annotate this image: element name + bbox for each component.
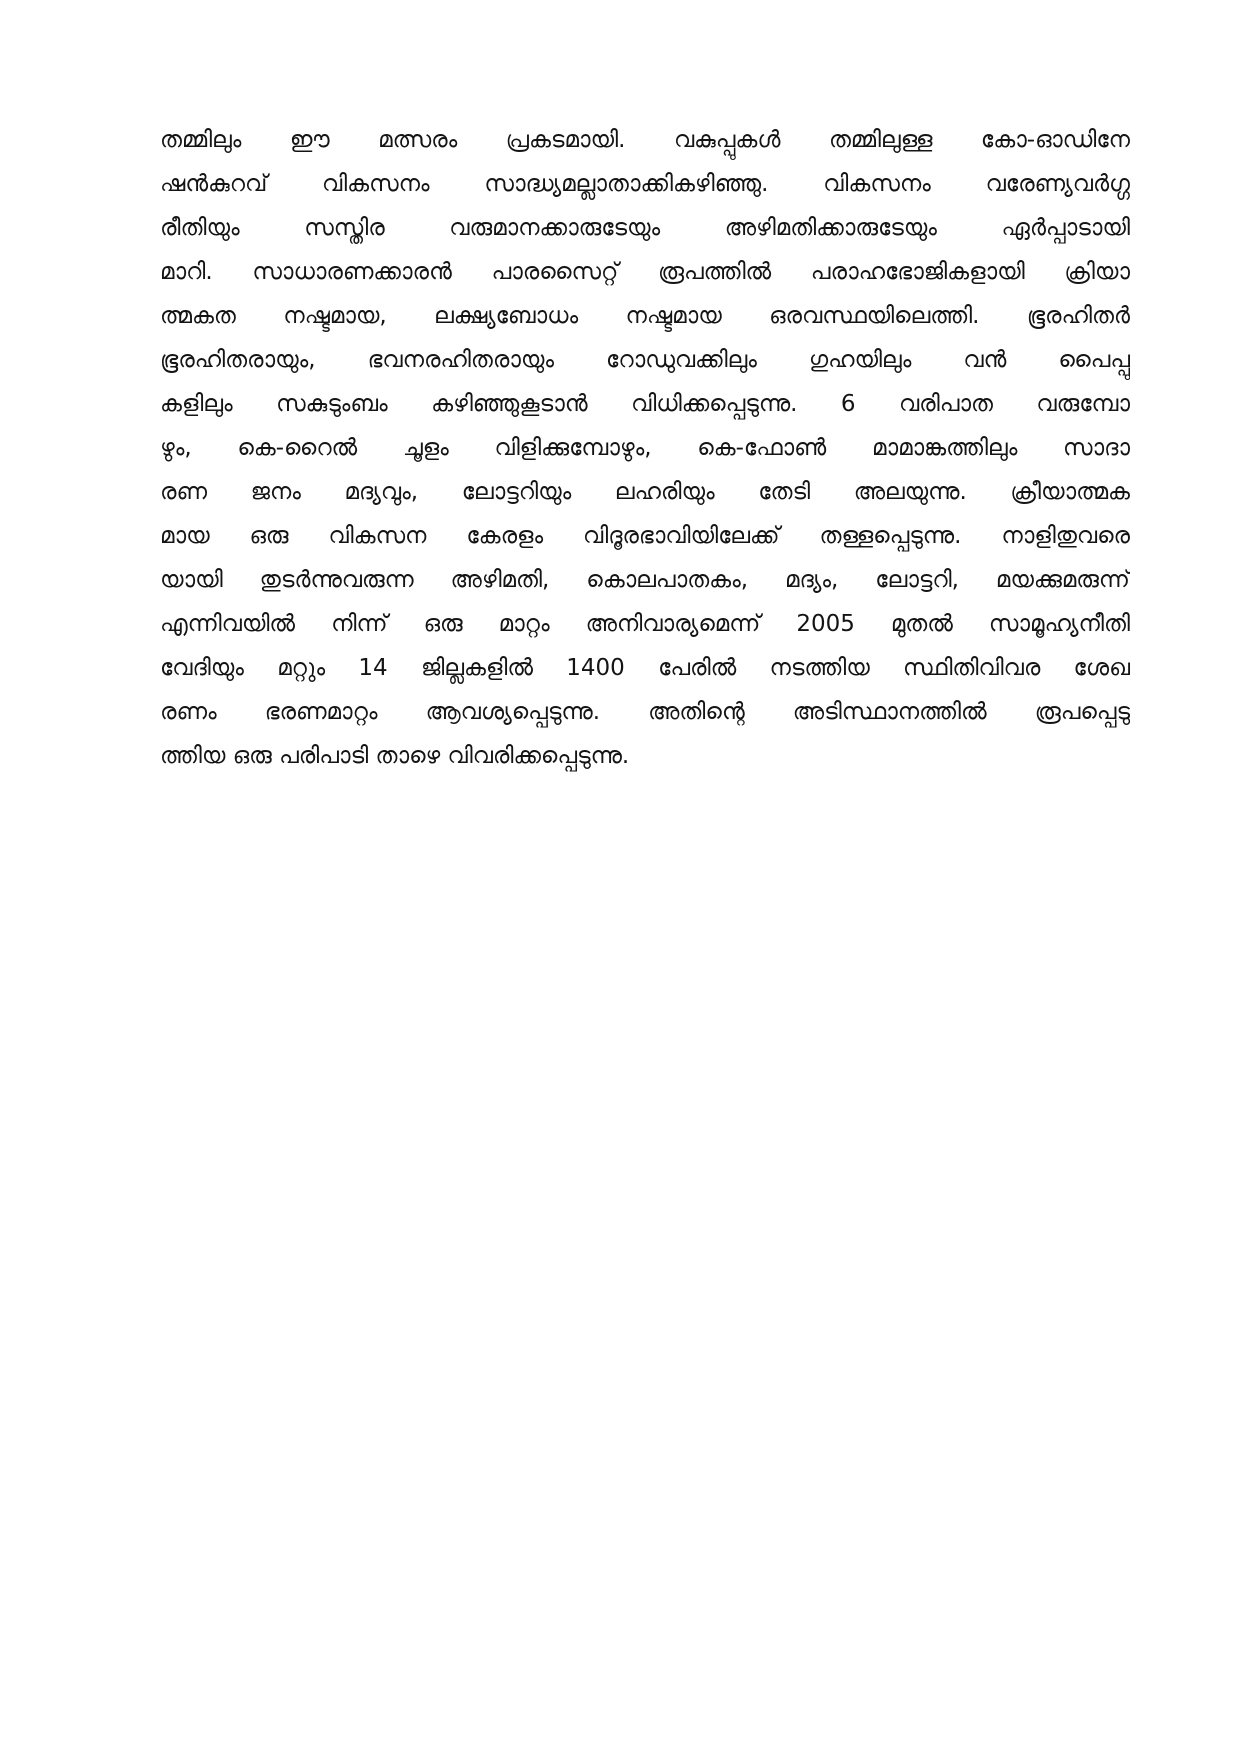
paragraph-line: രണ ജനം മദ്യവും, ലോട്ടറിയും ലഹരിയും തേടി അലയുന്നു. ക്രീയാത്മക (160, 479, 1130, 505)
paragraph-line: ത്തിയ ഒരു പരിപാടി താഴെ വിവരിക്കപ്പെടുന്നു. (160, 743, 630, 769)
body-paragraph (160, 118, 1130, 778)
paragraph-line: മായ ഒരു വികസന കേരളം വിദൂരഭാവിയിലേക്ക് തള്ളപ്പെടുന്നു. നാളിതുവരെ (160, 523, 1130, 549)
paragraph-line: ഭൂരഹിതരായും, ഭവനരഹിതരായും റോഡുവക്കിലും ഗുഹയിലും വൻ പൈപ്പു (160, 347, 1130, 373)
paragraph-line: ഴും, കെ-റൈൽ ചൂളം വിളിക്കുമ്പോഴും, കെ-ഫോൺ മാമാങ്കത്തിലും സാദാ (160, 435, 1130, 461)
paragraph-line: മാറി. സാധാരണക്കാരൻ പാരസൈറ്റ് രൂപത്തിൽ പരാഹഭോജികളായി ക്രിയാ (160, 259, 1130, 285)
paragraph-line: യായി തുടർന്നുവരുന്ന അഴിമതി, കൊലപാതകം, മദ്യം, ലോട്ടറി, മയക്കുമരുന്ന് (160, 567, 1130, 593)
paragraph-line: കളിലും സകുടുംബം കഴിഞ്ഞുകൂടാൻ വിധിക്കപ്പെടുന്നു. 6 വരിപാത വരുമ്പോ (160, 391, 1130, 417)
paragraph-line: തമ്മിലും ഈ മത്സരം പ്രകടമായി. വകുപ്പുകൾ തമ്മിലുള്ള കോ-ഓഡിനേ (160, 127, 1130, 153)
paragraph-line: രണം ഭരണമാറ്റം ആവശ്യപ്പെടുന്നു. അതിന്റെ അടിസ്ഥാനത്തിൽ രൂപപ്പെടു (160, 699, 1130, 725)
paragraph-line: എന്നിവയിൽ നിന്ന് ഒരു മാറ്റം അനിവാര്യമെന്ന് 2005 മുതൽ സാമൂഹ്യനീതി (160, 611, 1130, 637)
paragraph-line: രീതിയും സസ്തിര വരുമാനക്കാരുടേയും അഴിമതിക്കാരുടേയും ഏർപ്പാടായി (160, 215, 1130, 241)
paragraph-line: ത്മകത നഷ്ടമായ, ലക്ഷ്യബോധം നഷ്ടമായ ഒരവസ്ഥയിലെത്തി. ഭൂരഹിതർ (160, 303, 1130, 329)
paragraph-line: ഷൻകുറവ് വികസനം സാദ്ധ്യമല്ലാതാക്കികഴിഞ്ഞു. വികസനം വരേണ്യവർഗ്ഗ (160, 171, 1130, 197)
paragraph-line: വേദിയും മറ്റും 14 ജില്ലകളിൽ 1400 പേരിൽ നടത്തിയ സ്ഥിതിവിവര ശേഖ (160, 655, 1130, 681)
